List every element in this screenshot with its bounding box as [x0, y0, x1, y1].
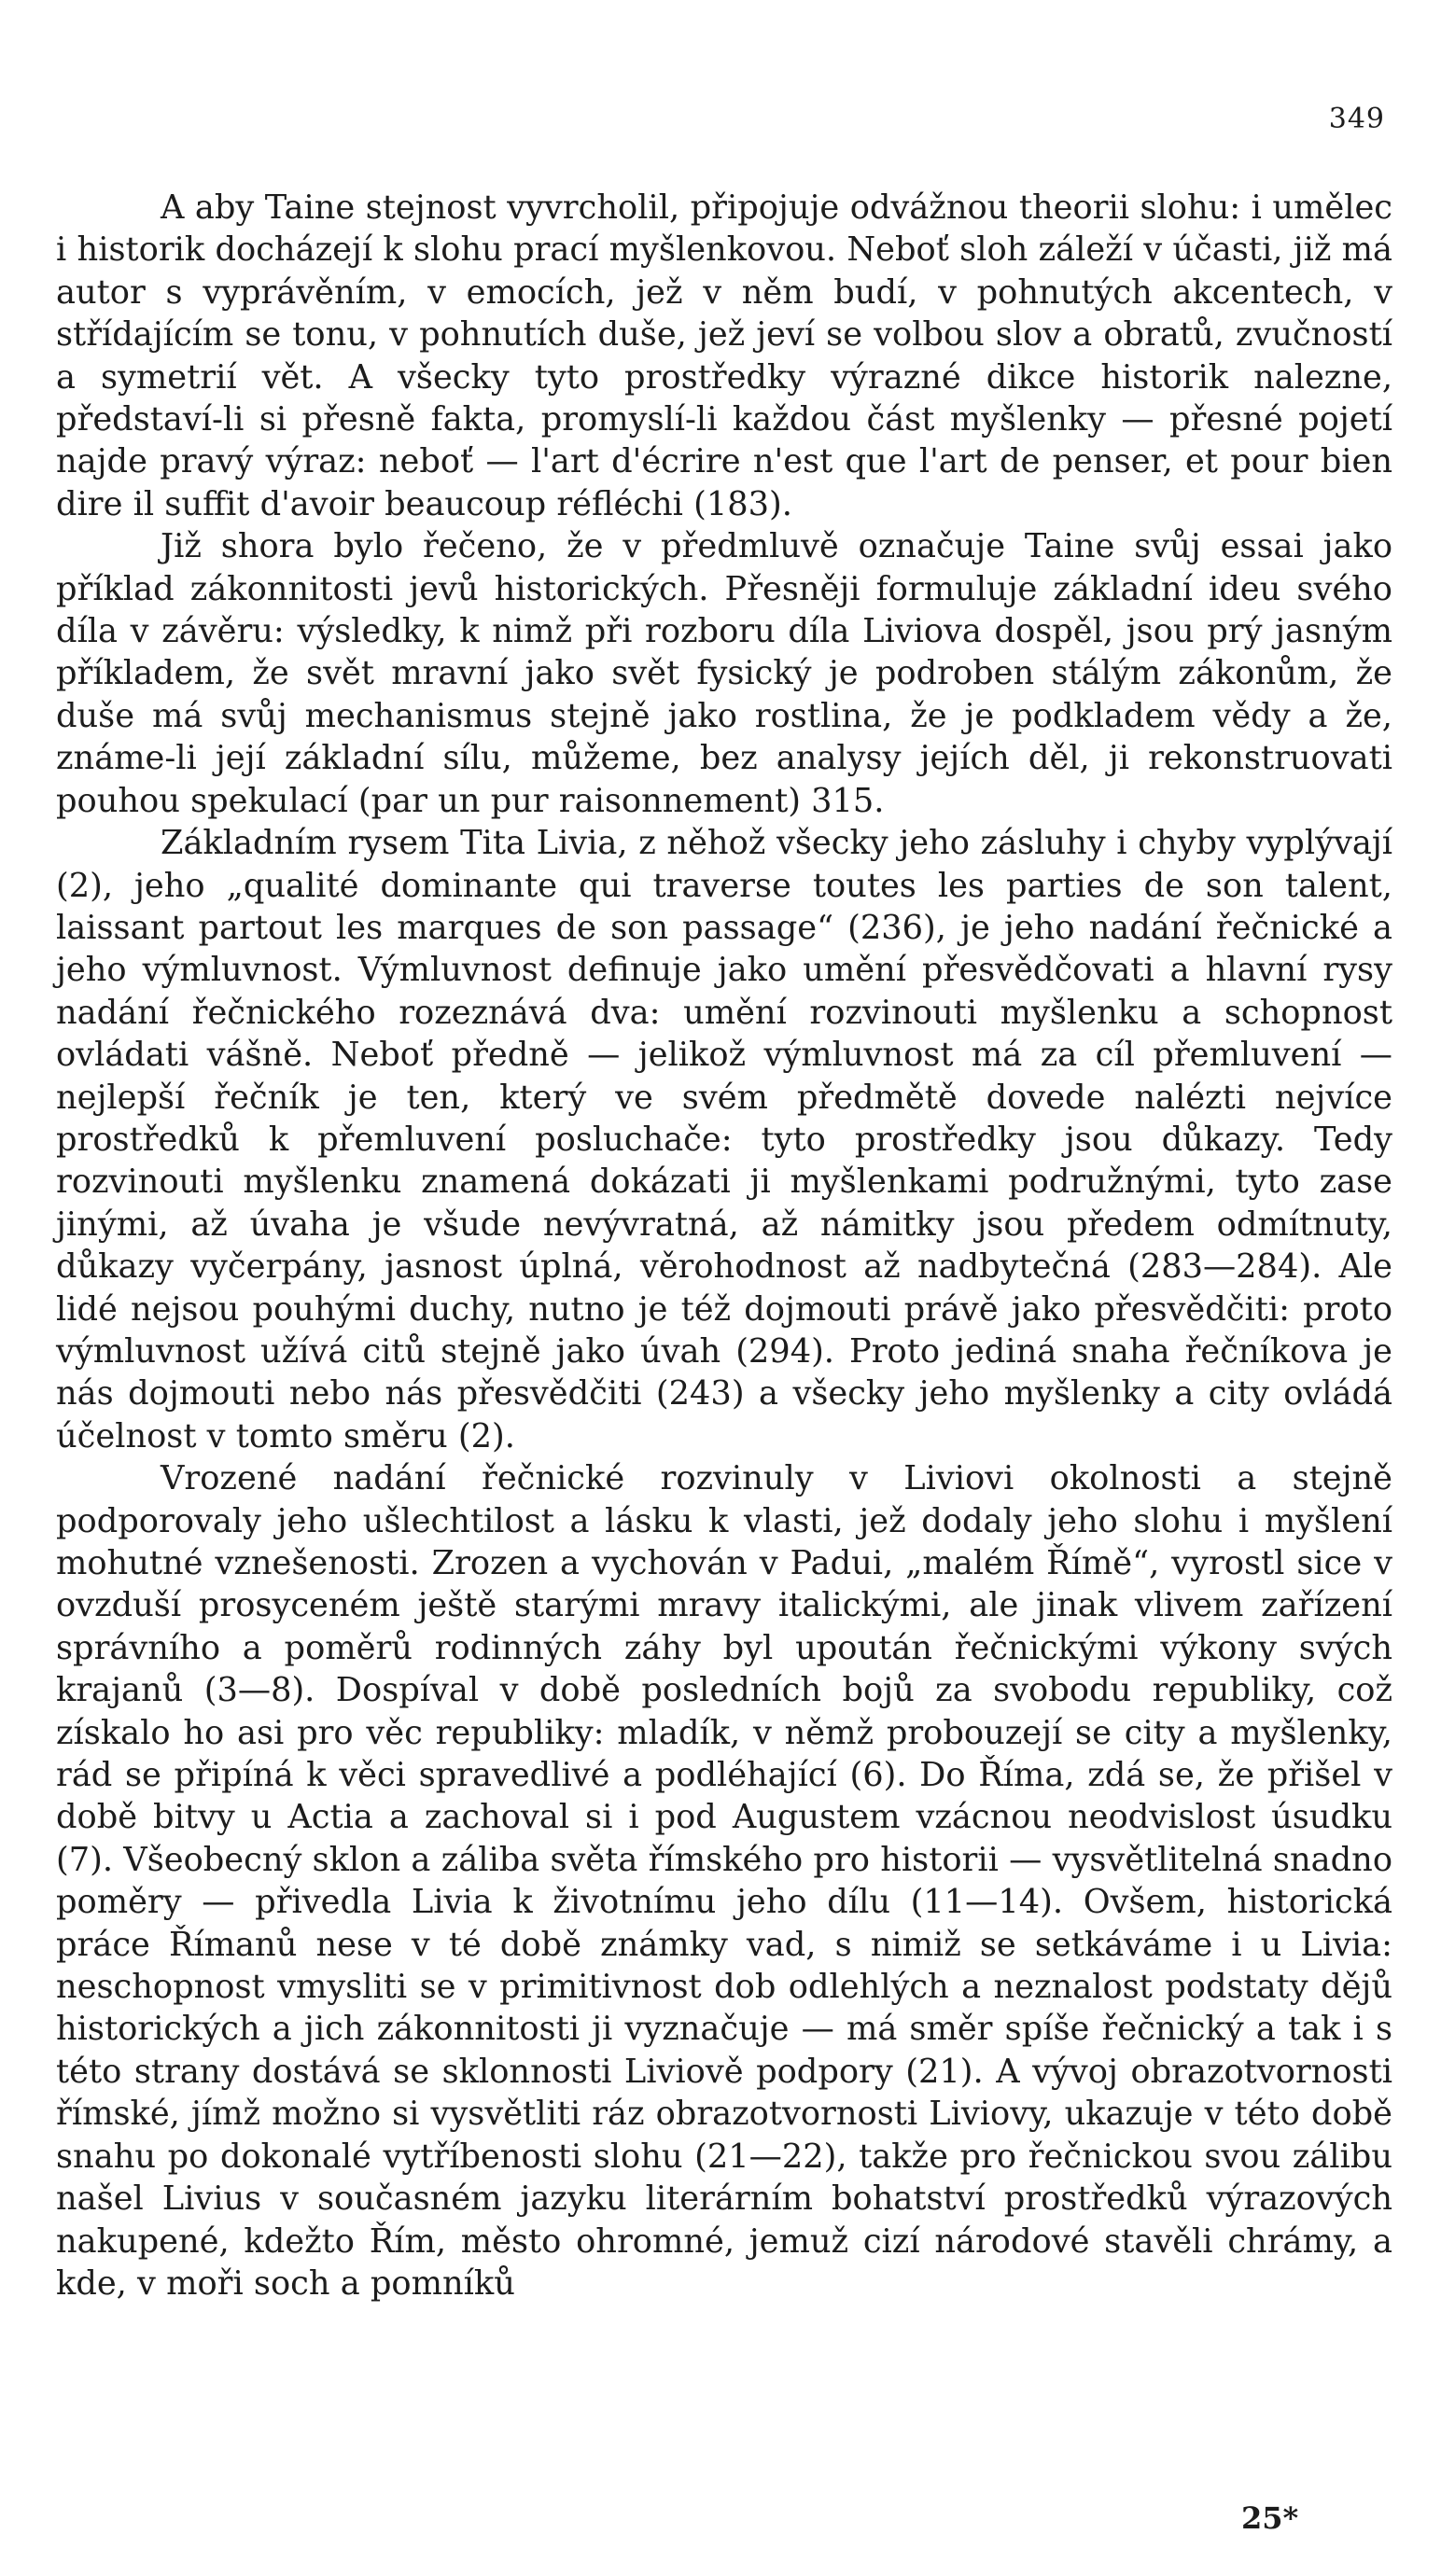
paragraph-taine-style: A aby Taine stejnost vyvrcholil, připojuje odvážnou theorii slohu: i umělec i historik docházejí k slohu prací myšlenkovou. Neboť sloh záleží v účasti, již má autor s vyprávěním, v emocích, jež v něm budí, v pohnutých akcentech, v střídajícím se tonu, v pohnutích duše, jež jeví se volbou slov a obratů, zvučností a symetrií vět. A všecky tyto prostředky výrazné dikce historik nalezne, představí-li si přesně fakta, promyslí-li každou část myšlenky — přesné pojetí najde pravý výraz: neboť — l'art d'écrire n'est que l'art de penser, et pour bien dire il suffit d'avoir beaucoup réfléchi (183). [56, 188, 1392, 523]
paragraph-eloquence: Základním rysem Tita Livia, z něhož všecky jeho zásluhy i chyby vyplývají (2), jeho „qualité dominante qui traverse toutes les parties de son talent, laissant partout les marques de son passage“ (236), je jeho nadání řečnické a jeho výmluvnost. Výmluvnost definuje jako umění přesvědčovati a hlavní rysy nadání řečnického rozeznává dva: umění rozvinouti myšlenku a schopnost ovládati vášně. Neboť předně — jelikož výmluvnost má za cíl přemluvení — nejlepší řečník je ten, který ve svém předmětě dovede nalézti nejvíce prostředků k přemluvení posluchače: tyto prostředky jsou důkazy. Tedy rozvinouti myšlenku znamená dokázati ji myšlenkami podružnými, tyto zase jinými, až úvaha je všude nevývratná, až námitky jsou předem odmítnuty, důkazy vyčerpány, jasnost úplná, věrohodnost až nadbytečná (283—284). Ale lidé nejsou pouhými duchy, nutno je též dojmouti právě jako přesvědčiti: proto výmluvnost užívá citů stejně jako úvah (294). Proto jediná snaha řečníkova je nás dojmouti nebo nás přesvědčiti (243) a všecky jeho myšlenky a city ovládá účelnost v tomto směru (2). [56, 824, 1392, 1455]
paragraph-livy-background: Vrozené nadání řečnické rozvinuly v Liviovi okolnosti a stejně podporovaly jeho ušlechtilost a lásku k vlasti, jež dodaly jeho slohu i myšlení mohutné vznešenosti. Zrozen a vychován v Padui, „malém Římě“, vyrostl sice v ovzduší prosyceném ještě starými mravy italickými, ale jinak vlivem zařízení správního a poměrů rodinných záhy byl upoután řečnickými výkony svých krajanů (3—8). Dospíval v době posledních bojů za svobodu republiky, což získalo ho asi pro věc republiky: mladík, v němž probouzejí se city a myšlenky, rád se připíná k věci spravedlivé a podléhající (6). Do Říma, zdá se, že přišel v době bitvy u Actia a zachoval si i pod Augustem vzácnou neodvislost úsudku (7). Všeobecný sklon a záliba světa římského pro historii — vysvětlitelná snadno poměry — přivedla Livia k životnímu jeho dílu (11—14). Ovšem, historická práce Římanů nese v té době známky vad, s nimiž se setkáváme i u Livia: neschopnost vmysliti se v primitivnost dob odlehlých a neznalost podstaty dějů historických a jich zákonnitosti ji vyznačuje — má směr spíše řečnický a tak i s této strany dostává se sklonnosti Liviově podpory (21). A vývoj obrazotvornosti římské, jímž možno si vysvětliti ráz obrazotvornosti Liviovy, ukazuje v této době snahu po dokonalé vytříbenosti slohu (21—22), takže pro řečnickou svou zálibu našel Livius v současném jazyku literárním bohatství prostředků výrazových nakupené, kdežto Řím, město ohromné, jemuž cizí národové stavěli chrámy, a kde, v moři soch a pomníků [56, 1459, 1392, 2303]
body-text [56, 187, 1392, 2304]
paragraph-historical-law: Již shora bylo řečeno, že v předmluvě označuje Taine svůj essai jako příklad zákonnitosti jevů historických. Přesněji formuluje základní ideu svého díla v závěru: výsledky, k nimž při rozboru díla Liviova dospěl, jsou prý jasným příkladem, že svět mravní jako svět fysický je podroben stálým zákonům, že duše má svůj mechanismus stejně jako rostlina, že je podkladem vědy a že, známe-li její základní sílu, můžeme, bez analysy jejích děl, ji rekonstruovati pouhou spekulací (par un pur raisonnement) 315. [56, 527, 1392, 820]
page-number: 349 [1328, 103, 1385, 135]
signature-mark: 25* [1241, 2500, 1299, 2536]
